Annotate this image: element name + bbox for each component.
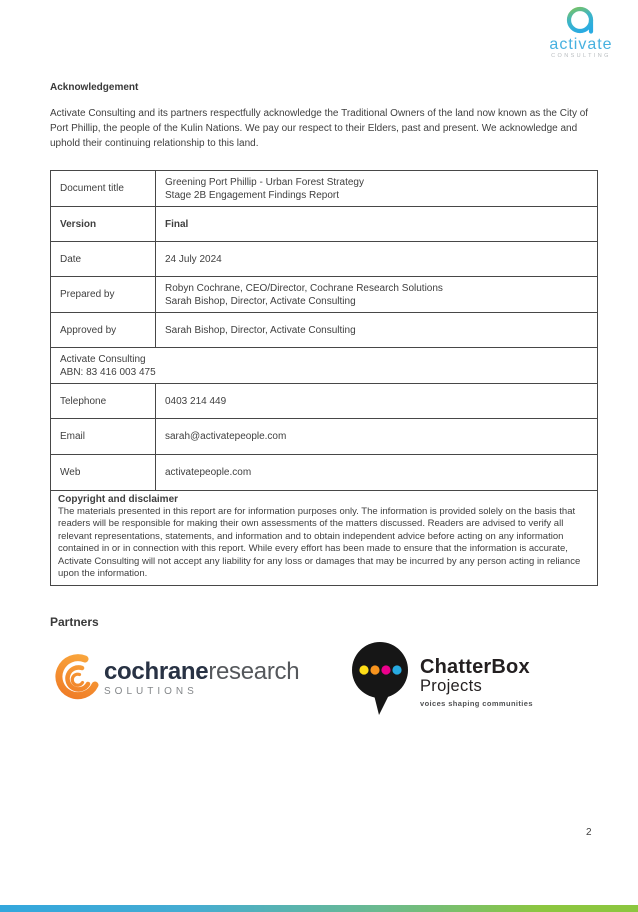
- row-label: Telephone: [51, 384, 156, 419]
- row-label: Email: [51, 419, 156, 455]
- row-label: Date: [51, 242, 156, 277]
- document-title-line-1: Greening Port Phillip - Urban Forest Strategy: [165, 176, 364, 188]
- table-row-web: [51, 455, 598, 491]
- table-row-copyright: [51, 491, 598, 586]
- chatterbox-speech-bubble-icon: [352, 640, 410, 720]
- table-row-email: [51, 419, 598, 455]
- dot-magenta: [381, 665, 390, 674]
- dot-orange: [370, 665, 379, 674]
- row-value: Sarah Bishop, Director, Activate Consulting: [156, 313, 598, 348]
- table-row-date: [51, 242, 598, 277]
- row-value: 24 July 2024: [156, 242, 598, 277]
- table-row-prepared-by: [51, 277, 598, 313]
- chatterbox-name: ChatterBox: [420, 656, 530, 678]
- document-info-table: [50, 170, 598, 586]
- web-value: activatepeople.com: [156, 455, 598, 491]
- cochrane-word: cochrane: [104, 658, 209, 685]
- row-value: [156, 171, 598, 207]
- activate-wordmark: activate: [549, 36, 613, 53]
- prepared-by-line-2: Sarah Bishop, Director, Activate Consulting: [165, 295, 356, 307]
- table-row-version: [51, 207, 598, 242]
- activate-a-icon: [565, 6, 597, 36]
- telephone-value: 0403 214 449: [156, 384, 598, 419]
- document-title-line-2: Stage 2B Engagement Findings Report: [165, 189, 339, 201]
- table-row-document-title: [51, 171, 598, 207]
- table-row-company-abn: [51, 348, 598, 384]
- activate-logo: [536, 6, 626, 59]
- table-row-telephone: [51, 384, 598, 419]
- row-label: Web: [51, 455, 156, 491]
- cochrane-research-text: [104, 659, 344, 684]
- chatterbox-tagline: voices shaping communities: [420, 699, 533, 708]
- acknowledgement-section: [50, 82, 599, 151]
- cochrane-swirl-icon: [54, 654, 100, 706]
- solutions-text: SOLUTIONS: [104, 686, 198, 697]
- acknowledgement-heading: Acknowledgement: [50, 82, 139, 93]
- cochrane-wordmark: [104, 659, 344, 697]
- company-abn: ABN: 83 416 003 475: [60, 366, 156, 378]
- partners-heading: Partners: [50, 615, 99, 629]
- copyright-text: The materials presented in this report are for information purposes only. The information is provided solely on the basis that readers will be responsible for making their own assessments of the matters discussed. Readers are advised to verify all relevant representations, statements, and information and to obtain independent advice before acting on any information contained in or in connection with this report. While every effort has been made to ensure that the information is accurate, Activate Consulting will not accept any liability for any loss or damages that may be incurred by any person acting in reliance upon the information.: [58, 506, 581, 580]
- copyright-heading: Copyright and disclaimer: [58, 494, 179, 505]
- dot-blue: [392, 665, 401, 674]
- row-label: Version: [51, 207, 156, 242]
- activate-consulting-subtext: CONSULTING: [551, 53, 611, 59]
- projects-name: Projects: [420, 677, 483, 695]
- row-value: [156, 277, 598, 313]
- research-word: research: [208, 658, 300, 685]
- footer-gradient-bar: [0, 905, 638, 912]
- dot-yellow: [359, 665, 368, 674]
- row-label: Document title: [51, 171, 156, 207]
- acknowledgement-text: Activate Consulting and its partners respectfully acknowledge the Traditional Owners of the land now known as the City of Port Phillip, the people of the Kulin Nations. We pay our respect to their Elders, past and present. We acknowledge and uphold their continuing relationship to this land.: [50, 108, 589, 149]
- chatterbox-wordmark: [420, 657, 533, 708]
- row-label: Approved by: [51, 313, 156, 348]
- company-name: Activate Consulting: [60, 353, 146, 365]
- page-number: 2: [586, 827, 592, 838]
- company-abn-cell: [51, 348, 598, 384]
- table-row-approved-by: [51, 313, 598, 348]
- row-label: Prepared by: [51, 277, 156, 313]
- copyright-cell: [51, 491, 598, 586]
- row-value: Final: [156, 207, 598, 242]
- email-value: sarah@activatepeople.com: [156, 419, 598, 455]
- prepared-by-line-1: Robyn Cochrane, CEO/Director, Cochrane Research Solutions: [165, 282, 443, 294]
